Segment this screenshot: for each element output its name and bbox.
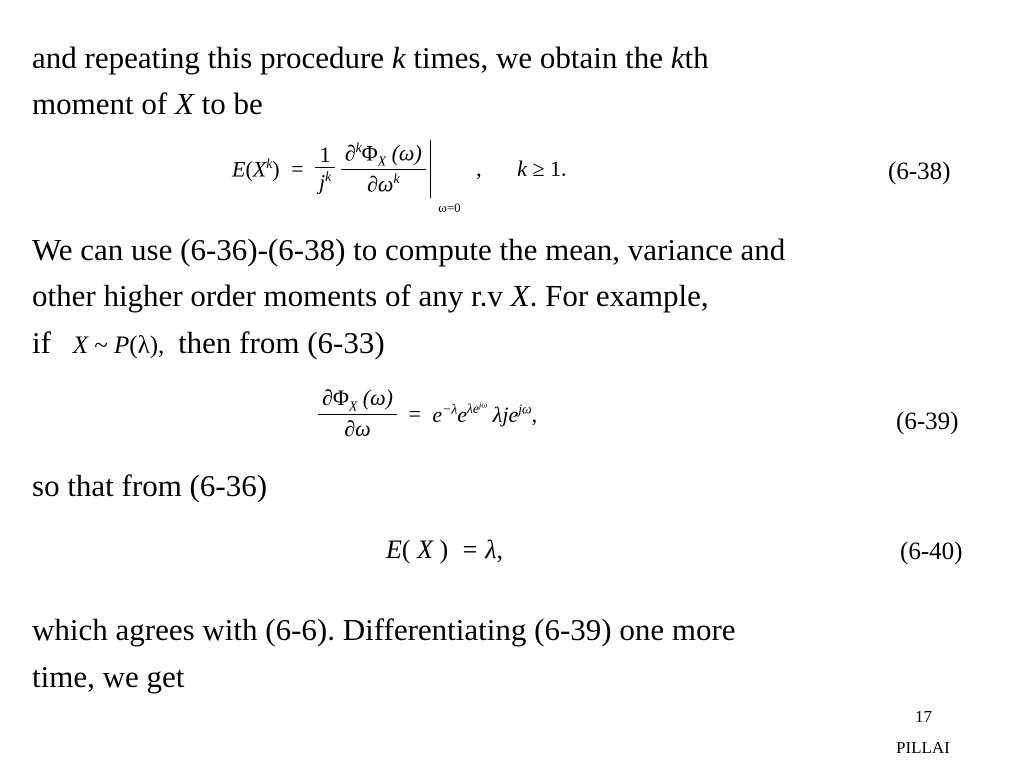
paragraph-4-line-1: which agrees with (6-6). Differentiating (6-39) one more (32, 612, 736, 647)
equation-number-6-38: (6-38) (888, 158, 951, 185)
equation-number-6-40: (6-40) (900, 538, 963, 565)
paragraph-3: so that from (6-36) (32, 468, 268, 503)
equation-6-38: $E(X^k)$ = $\frac{1}{j^k}$ $\frac{\partial^k\Phi_X (\omega)}{\partial\omega^k}$ ω=0 , k ≥ 1. (232, 140, 567, 216)
author-label: PILLAI (896, 738, 950, 757)
equation-6-39: $\frac{\partial\Phi_X (\omega)}{\partial\omega}$ = $e^{-\lambda}e^{\lambda e^{j\omega}}$ λje$^{j\omega}$, (318, 385, 537, 443)
page-number: 17 (915, 707, 932, 726)
equation-6-40: E( X ) = λ, (386, 535, 504, 564)
paragraph-2-line-2: other higher order moments of any r.v X. For example, (32, 278, 709, 313)
paragraph-1-line-2: moment of X to be (32, 86, 263, 121)
equation-number-6-39: (6-39) (896, 408, 959, 435)
paragraph-1-line-1: and repeating this procedure k times, we obtain the kth (32, 40, 709, 75)
paragraph-4-line-2: time, we get (32, 659, 185, 694)
paragraph-2-line-3: if X ~ P(λ), then from (6-33) (32, 325, 385, 360)
paragraph-2-line-1: We can use (6-36)-(6-38) to compute the mean, variance and (32, 232, 786, 267)
